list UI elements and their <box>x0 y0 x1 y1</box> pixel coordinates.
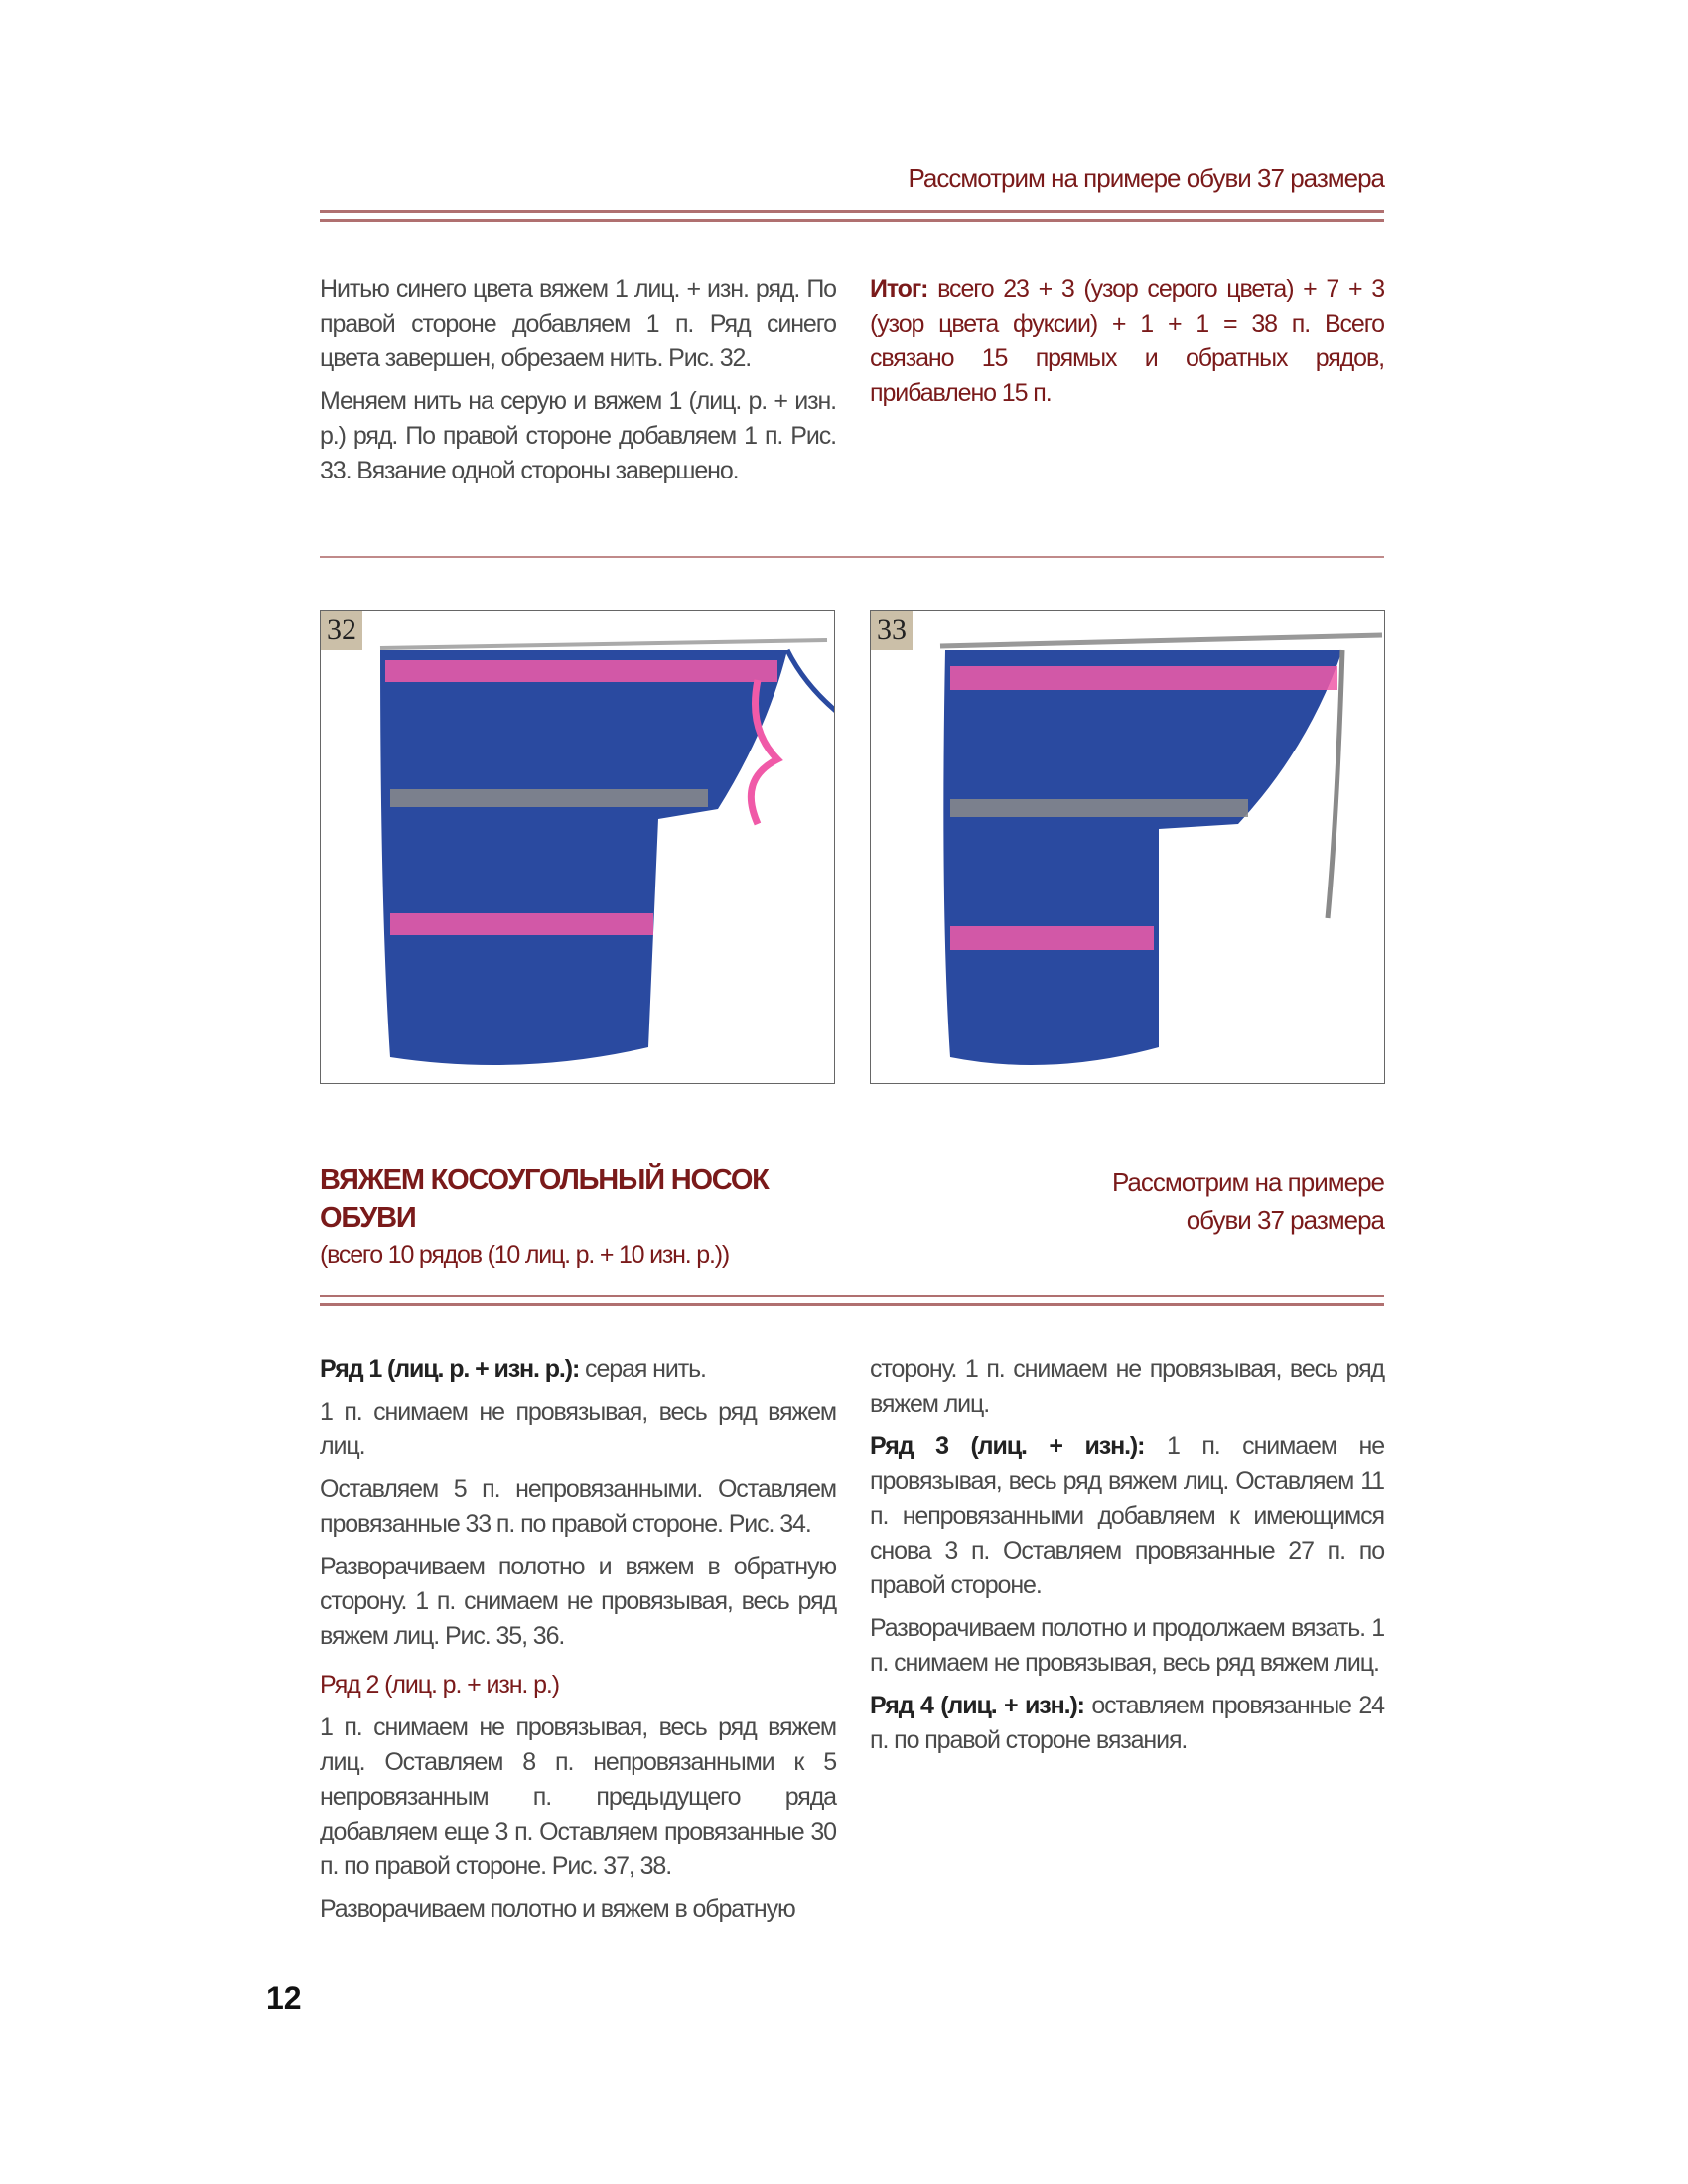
body-right-column <box>870 1352 1384 1766</box>
body-left-column <box>320 1352 836 1935</box>
paragraph: Разворачиваем полотно и вяжем в обратную <box>320 1895 795 1923</box>
paragraph: Оставляем 5 п. непровязанными. Оставляем провязанные 33 п. по правой стороне. Рис. 34. <box>320 1475 836 1538</box>
double-rule <box>320 210 1384 222</box>
summary-label: Итог: <box>870 275 928 303</box>
row-text: 1 п. снимаем не провязывая, весь ряд вяжем лиц. Оставляем 11 п. непровязанными добавляем к имеющимся снова 3 п. Оставляем провязанные 27 п. по правой стороне. <box>870 1433 1384 1599</box>
double-rule <box>320 1295 1384 1306</box>
figure-number: 32 <box>321 611 362 650</box>
paragraph: Разворачиваем полотно и продолжаем вязать. 1 п. снимаем не провязывая, весь ряд вяжем лиц. <box>870 1614 1384 1677</box>
rule <box>320 556 1384 558</box>
row-label: Ряд 3 (лиц. + изн.): <box>870 1433 1145 1460</box>
paragraph: 1 п. снимаем не провязывая, весь ряд вяжем лиц. <box>320 1398 836 1460</box>
section-subtitle: (всего 10 рядов (10 лиц. р. + 10 изн. р.)) <box>320 1241 729 1269</box>
paragraph: 1 п. снимаем не провязывая, весь ряд вяжем лиц. Оставляем 8 п. непровязанными к 5 непровязанным п. предыдущего ряда добавляем еще 3 п. Оставляем провязанные 30 п. по правой стороне. Рис. 37, 38. <box>320 1713 836 1880</box>
row-label: Ряд 1 (лиц. р. + изн. р.): <box>320 1355 580 1383</box>
paragraph: Нитью синего цвета вяжем 1 лиц. + изн. ряд. По правой стороне добавляем 1 п. Ряд синего цвета завершен, обрезаем нить. Рис. 32. <box>320 275 836 372</box>
figure-32 <box>320 610 835 1084</box>
paragraph: Меняем нить на серую и вяжем 1 (лиц. р. + изн. р.) ряд. По правой стороне добавляем 1 п. Рис. 33. Вязание одной стороны завершено. <box>320 387 836 484</box>
figure-number: 33 <box>871 611 913 650</box>
summary-box <box>870 272 1384 419</box>
knitting-photo-32 <box>321 611 835 1084</box>
section-note: Рассмотрим на примере обуви 37 размера <box>1111 1167 1384 1235</box>
row-heading: Ряд 2 (лиц. р. + изн. р.) <box>320 1671 559 1699</box>
figure-33 <box>870 610 1385 1084</box>
running-title: Рассмотрим на примере обуви 37 размера <box>908 163 1384 193</box>
row-label: Ряд 4 (лиц. + изн.): <box>870 1692 1084 1719</box>
knitting-photo-33 <box>871 611 1385 1084</box>
intro-left-column <box>320 272 836 496</box>
paragraph: сторону. 1 п. снимаем не провязывая, весь ряд вяжем лиц. <box>870 1355 1384 1418</box>
row-text: оставляем провязанные 24 п. по правой стороне вязания. <box>870 1692 1384 1754</box>
page-number: 12 <box>266 1980 302 2016</box>
paragraph: Разворачиваем полотно и вяжем в обратную сторону. 1 п. снимаем не провязывая, весь ряд вяжем лиц. Рис. 35, 36. <box>320 1553 836 1650</box>
row-text: серая нить. <box>579 1355 706 1383</box>
section-title: ВЯЖЕМ КОСОУГОЛЬНЫЙ НОСОК ОБУВИ <box>320 1164 769 1234</box>
summary-text: всего 23 + 3 (узор серого цвета) + 7 + 3 (узор цвета фуксии) + 1 + 1 = 38 п. Всего связано 15 прямых и обратных рядов, прибавлено 15 п. <box>870 275 1384 407</box>
